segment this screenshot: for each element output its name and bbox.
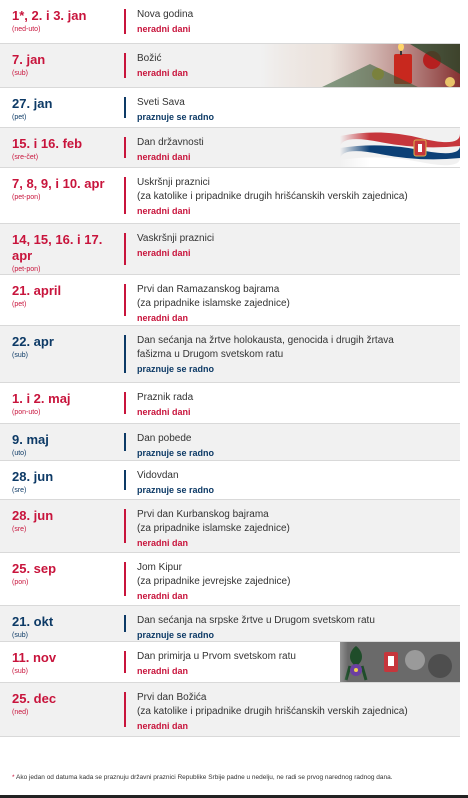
holiday-row [0,0,460,44]
holiday-info [137,52,456,79]
holiday-date: 7, 8, 9, i 10. apr [12,176,105,191]
holiday-date: 1. i 2. maj [12,391,71,406]
holiday-date: 21. okt [12,614,54,629]
holiday-row [0,128,460,168]
holiday-divider [124,137,126,158]
holiday-info [137,391,456,418]
holiday-status: praznuje se radno [137,448,215,458]
holiday-row [0,424,460,461]
holiday-status: neradni dan [137,591,189,601]
holiday-row [0,44,460,88]
holiday-date: 22. apr [12,334,54,349]
holiday-date: 25. sep [12,561,57,576]
holiday-info [137,136,456,163]
holiday-weekday: (pet) [12,114,27,121]
holiday-info [137,96,456,123]
holiday-name: Dan pobede [137,433,192,444]
holiday-row [0,683,460,737]
holiday-date: 27. jan [12,96,53,111]
holiday-date-block [12,561,120,587]
holiday-status: neradni dan [137,313,189,323]
holiday-name: Dan državnosti [137,137,204,148]
holiday-date-block [12,614,120,640]
holiday-row [0,326,460,383]
holiday-date-block [12,283,120,309]
holiday-name: Prvi dan Ramazanskog bajrama [137,284,280,295]
holiday-info [137,691,456,732]
holiday-row [0,461,460,500]
holiday-date: 25. dec [12,691,57,706]
holiday-weekday: (sub) [12,668,28,675]
holiday-note: (za pripadnike islamske zajednice) [137,523,290,534]
holiday-info [137,176,456,217]
holiday-row [0,383,460,424]
holiday-name: Božić [137,53,162,64]
holiday-note: (za pripadnike jevrejske zajednice) [137,576,291,587]
holiday-weekday: (uto) [12,450,27,457]
holiday-status: praznuje se radno [137,485,215,495]
holiday-date: 9. maj [12,432,49,447]
holiday-date-block [12,334,120,360]
holiday-weekday: (pet-pon) [12,266,41,273]
holiday-date: 1*, 2. i 3. jan [12,8,87,23]
holiday-weekday: (sre) [12,526,27,533]
holiday-status: neradni dan [137,721,189,731]
holiday-status: neradni dan [137,68,189,78]
holiday-divider [124,53,126,78]
holiday-divider [124,97,126,118]
holiday-weekday: (pon) [12,579,29,586]
holiday-date-block [12,96,120,122]
holiday-date: 15. i 16. feb [12,136,83,151]
holiday-info [137,650,456,677]
holiday-weekday: (sub) [12,632,28,639]
holiday-name: Nova godina [137,9,194,20]
holiday-row [0,88,460,128]
footnote-star: * [12,774,15,781]
holiday-divider [124,233,126,265]
holiday-date: 14, 15, 16. i 17. apr [12,232,103,263]
holiday-status: neradni dani [137,152,191,162]
holiday-weekday: (sub) [12,352,28,359]
holiday-info [137,283,456,324]
holiday-info [137,508,456,549]
holiday-date-block [12,508,120,534]
footnote-text: Ako jedan od datuma kada se praznuju državni praznici Republike Srbije padne u nedelju, ne radi se prvog narednog radnog dana. [14,774,393,781]
holiday-divider [124,392,126,414]
holiday-weekday: (sub) [12,70,28,77]
holiday-weekday: (pon-uto) [12,409,41,416]
holiday-divider [124,692,126,727]
holiday-date-block [12,136,120,162]
holiday-info [137,561,456,602]
holiday-info [137,432,456,459]
holiday-note: (za katolike i pripadnike drugih hrišćanskih verskih zajednica) [137,191,408,202]
holiday-divider [124,651,126,673]
holiday-status: neradni dan [137,538,189,548]
holiday-divider [124,9,126,34]
holiday-name: Praznik rada [137,392,194,403]
holiday-note: (za pripadnike islamske zajednice) [137,298,290,309]
holiday-row [0,500,460,553]
holiday-name: Uskršnji praznici [137,177,210,188]
holiday-name: Dan primirja u Prvom svetskom ratu [137,651,296,662]
holiday-name: Sveti Sava [137,97,185,108]
holiday-weekday: (pet) [12,301,27,308]
holiday-note: fašizma u Drugom svetskom ratu [137,349,284,360]
holiday-status: neradni dan [137,666,189,676]
holiday-status: praznuje se radno [137,364,215,374]
holiday-status: praznuje se radno [137,630,215,640]
holiday-row [0,224,460,275]
holiday-divider [124,509,126,543]
holiday-divider [124,470,126,490]
holiday-weekday: (pet-pon) [12,194,41,201]
holiday-weekday: (ned) [12,709,29,716]
holiday-date-block [12,469,120,495]
holiday-weekday: (sre) [12,487,27,494]
holiday-row [0,642,460,683]
holiday-divider [124,335,126,373]
holiday-info [137,614,456,641]
holiday-status: praznuje se radno [137,112,215,122]
holiday-info [137,8,456,35]
holiday-info [137,469,456,496]
holiday-status: neradni dani [137,206,191,216]
holiday-row [0,275,460,326]
holiday-name: Vidovdan [137,470,179,481]
holiday-status: neradni dani [137,407,191,417]
footnote [12,773,456,782]
holiday-name: Dan sećanja na srpske žrtve u Drugom svetskom ratu [137,615,375,626]
holiday-row [0,553,460,606]
holiday-date-block [12,691,120,717]
holiday-name: Dan sećanja na žrtve holokausta, genocida i drugih žrtava [137,335,394,346]
holiday-weekday: (sre-čet) [12,154,39,161]
holiday-divider [124,433,126,451]
holiday-row [0,168,460,224]
holiday-info [137,232,456,259]
holiday-date-block [12,432,120,458]
holiday-date-block [12,650,120,676]
holiday-name: Prvi dan Božića [137,692,207,703]
holiday-info [137,334,456,375]
holiday-status: neradni dani [137,248,191,258]
holiday-name: Jom Kipur [137,562,183,573]
holiday-date-block [12,176,120,202]
holiday-weekday: (ned-uto) [12,26,41,33]
holiday-date: 7. jan [12,52,46,67]
holiday-status: neradni dani [137,24,191,34]
holiday-name: Prvi dan Kurbanskog bajrama [137,509,269,520]
holiday-note: (za katolike i pripadnike drugih hrišćanskih verskih zajednica) [137,706,408,717]
holiday-divider [124,562,126,596]
holiday-divider [124,615,126,632]
holiday-date-block [12,52,120,78]
holiday-date: 28. jun [12,508,54,523]
holiday-date-block [12,8,120,34]
holiday-date: 28. jun [12,469,54,484]
holiday-divider [124,284,126,316]
holiday-date: 21. april [12,283,62,298]
holiday-date-block [12,232,120,274]
holiday-row [0,606,460,642]
holiday-date: 11. nov [12,650,57,665]
holiday-name: Vaskršnji praznici [137,233,215,244]
holiday-divider [124,177,126,214]
holiday-date-block [12,391,120,417]
